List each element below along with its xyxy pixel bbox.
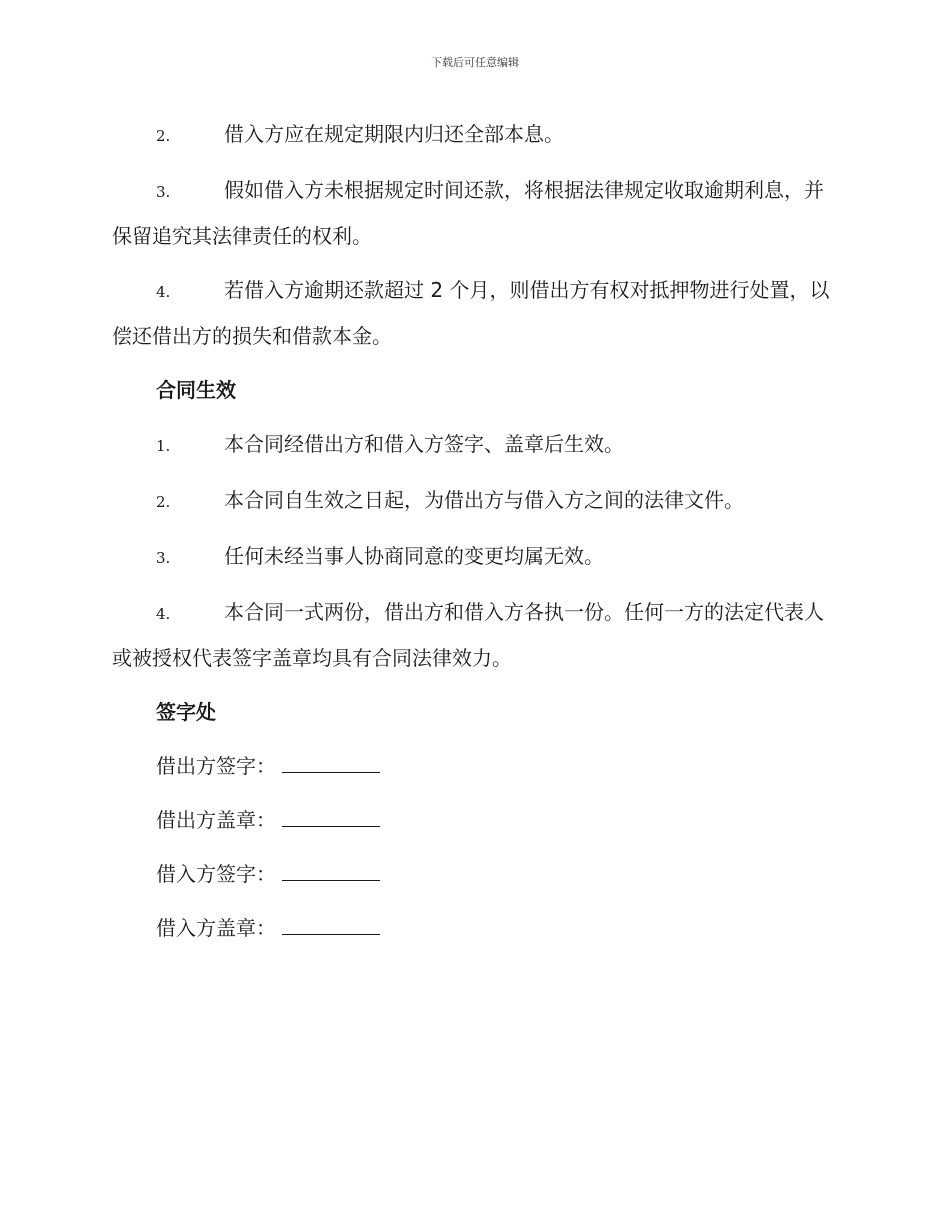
section-heading-effect: 合同生效 [156, 378, 236, 402]
signature-label: 借出方盖章： [156, 808, 276, 832]
signature-blank [282, 918, 380, 935]
clause-number: 3. [156, 549, 171, 567]
section-heading-signature: 签字处 [156, 700, 216, 724]
signature-label: 借出方签字： [156, 754, 276, 778]
clause-repayment-2 [112, 112, 837, 158]
clause-text: 借入方应在规定期限内归还全部本息。 [224, 122, 564, 146]
clause-effect-3 [112, 534, 837, 580]
signature-blank [282, 810, 380, 827]
clause-repayment-3 [112, 168, 837, 258]
clause-number: 4. [156, 605, 171, 623]
signature-line-lender-sign [156, 744, 837, 788]
clause-number: 1. [156, 437, 171, 455]
document-body [112, 112, 837, 960]
clause-text: 本合同一式两份，借出方和借入方各执一份。任何一方的法定代表人或被授权代表签字盖章均具有合同法律效力。 [112, 600, 824, 670]
signature-label: 借入方盖章： [156, 916, 276, 940]
clause-number: 3. [156, 183, 171, 201]
clause-text: 本合同自生效之日起，为借出方与借入方之间的法律文件。 [224, 488, 744, 512]
clause-number: 2. [156, 493, 171, 511]
signature-blank [282, 756, 380, 773]
clause-text: 假如借入方未根据规定时间还款，将根据法律规定收取逾期利息，并保留追究其法律责任的权利。 [112, 178, 824, 248]
clause-text: 本合同经借出方和借入方签字、盖章后生效。 [224, 432, 624, 456]
signature-label: 借入方签字： [156, 862, 276, 886]
signature-line-lender-seal [156, 798, 837, 842]
clause-effect-2 [112, 478, 837, 524]
signature-line-borrower-seal [156, 906, 837, 950]
clause-number: 4. [156, 283, 171, 301]
page-header-note: 下载后可任意编辑 [431, 56, 519, 69]
clause-text: 若借入方逾期还款超过 2 个月，则借出方有权对抵押物进行处置，以偿还借出方的损失和借款本金。 [112, 278, 830, 348]
clause-number: 2. [156, 127, 171, 145]
signature-blank [282, 864, 380, 881]
clause-text: 任何未经当事人协商同意的变更均属无效。 [224, 544, 604, 568]
clause-effect-1 [112, 422, 837, 468]
clause-effect-4 [112, 590, 837, 680]
signature-line-borrower-sign [156, 852, 837, 896]
clause-repayment-4 [112, 268, 837, 358]
